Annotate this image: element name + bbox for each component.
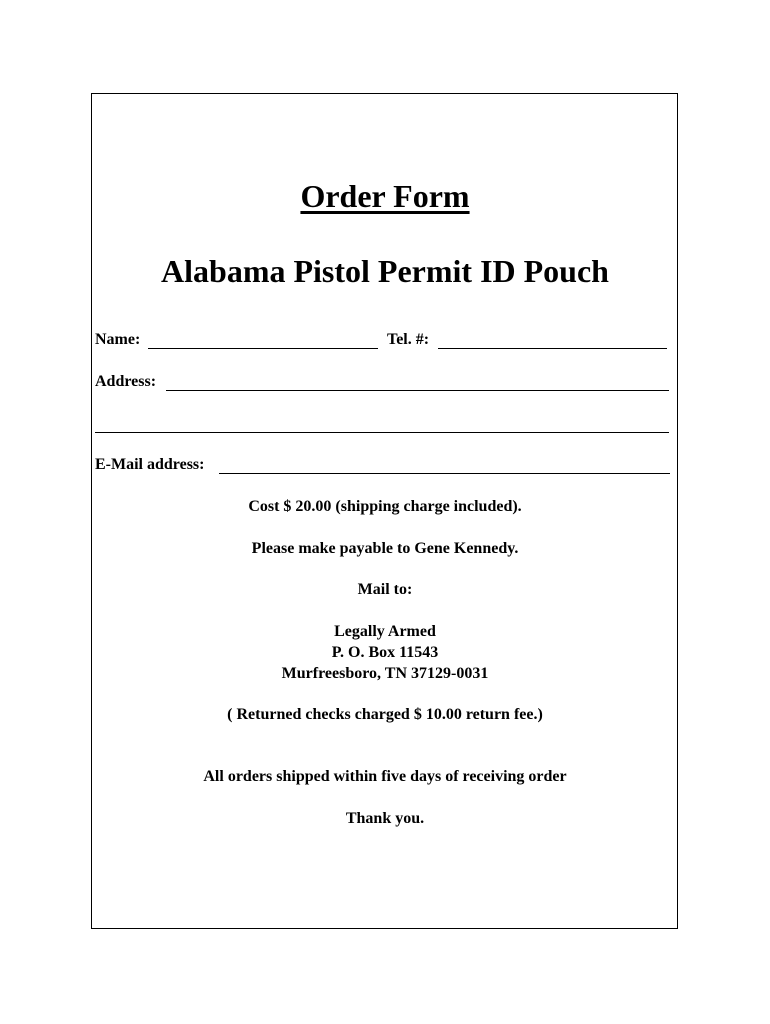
email-label: E-Mail address: [95,456,205,473]
tel-field[interactable] [438,348,667,349]
form-title: Order Form [300,178,470,214]
tel-label: Tel. #: [387,331,430,348]
mailing-address-line-2: P. O. Box 11543 [331,644,439,661]
returned-checks-text: ( Returned checks charged $ 10.00 return fee.) [227,706,543,723]
mailing-address-line-3: Murfreesboro, TN 37129-0031 [281,665,489,682]
product-title: Alabama Pistol Permit ID Pouch [161,253,609,289]
name-label: Name: [95,331,141,348]
shipping-note-text: All orders shipped within five days of receiving order [203,768,567,785]
mailing-address-line-1: Legally Armed [334,623,436,640]
email-field[interactable] [219,473,670,474]
address-label: Address: [95,373,157,390]
name-field[interactable] [148,348,378,349]
address-field-line-2[interactable] [95,432,669,433]
address-field[interactable] [166,390,669,391]
thank-you-text: Thank you. [345,810,425,827]
payable-text: Please make payable to Gene Kennedy. [251,540,519,557]
mail-to-text: Mail to: [357,581,413,598]
cost-text: Cost $ 20.00 (shipping charge included). [248,498,522,515]
